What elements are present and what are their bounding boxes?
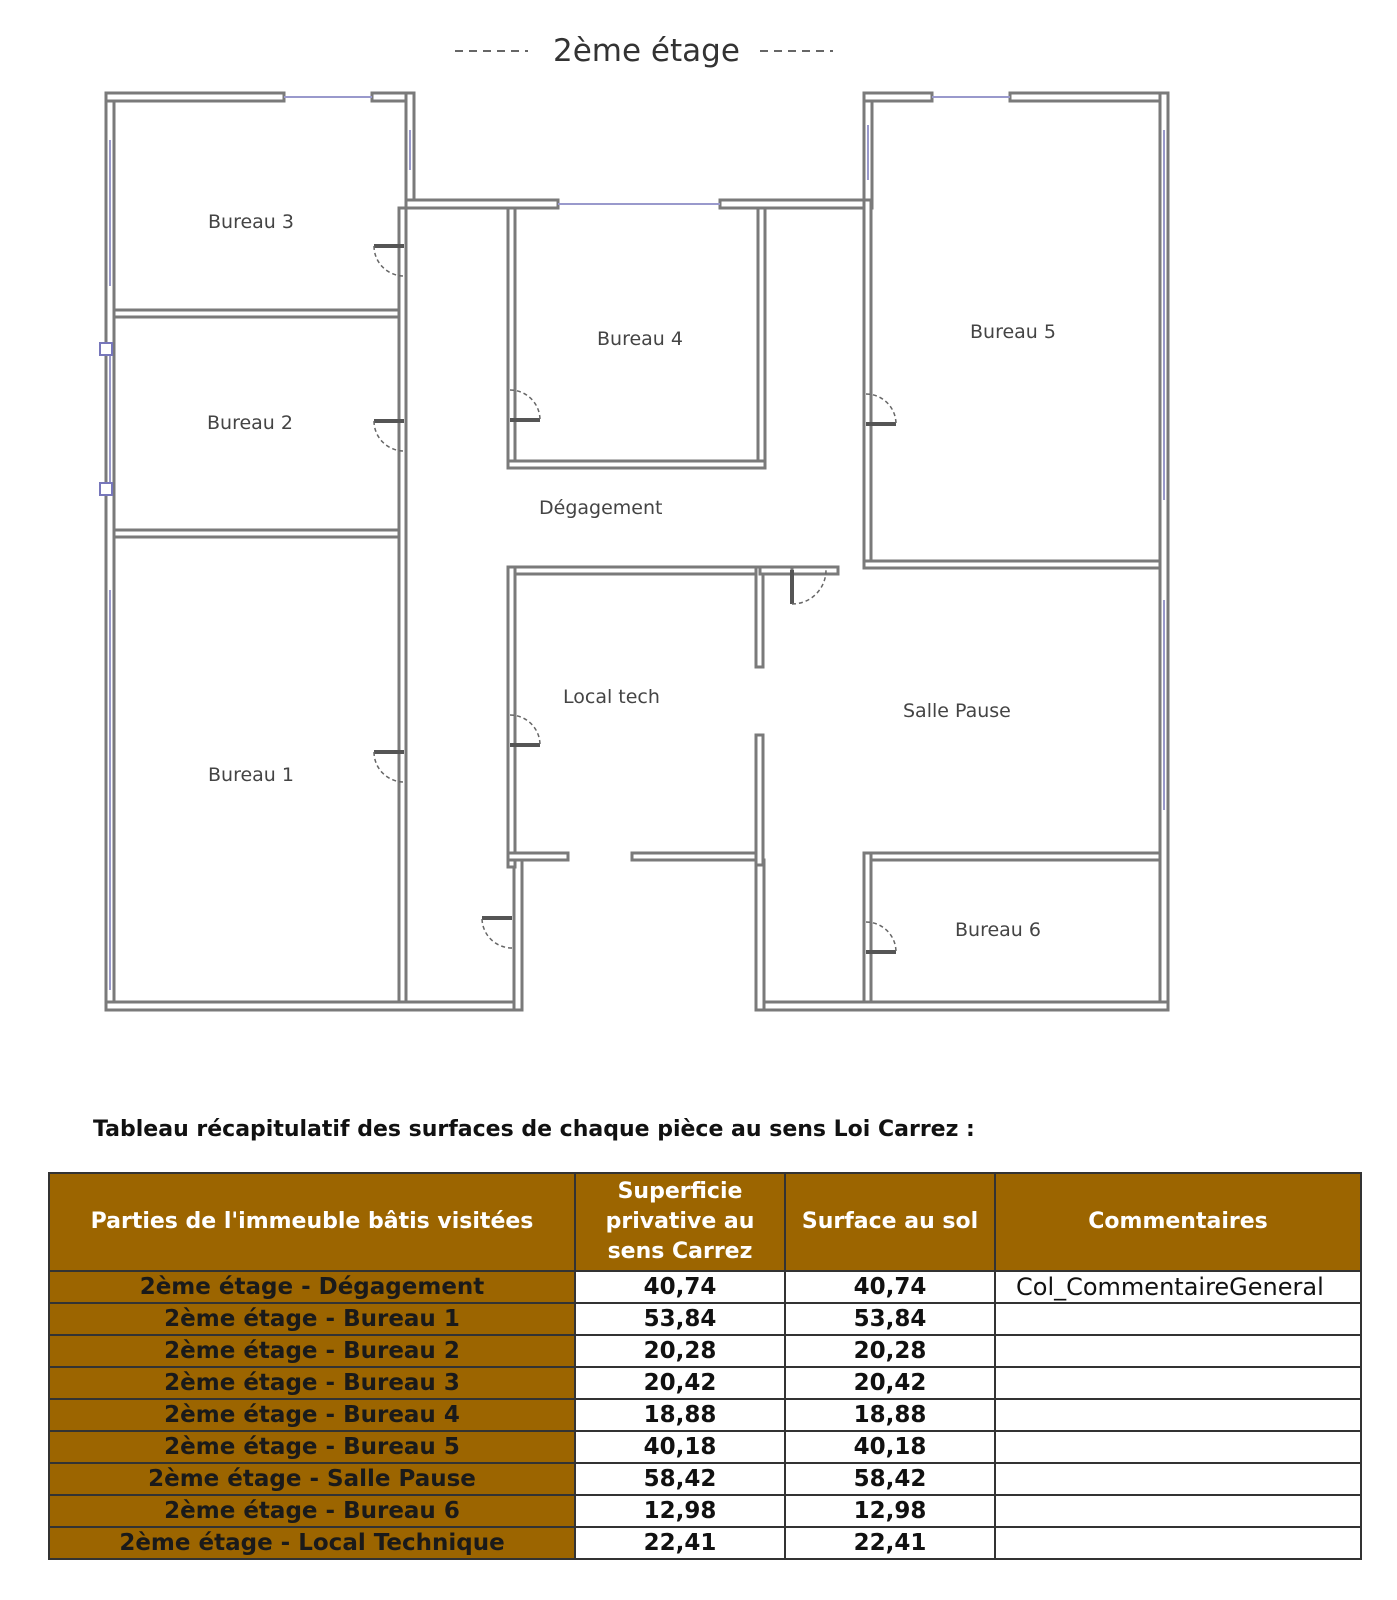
table-row <box>49 1303 1361 1335</box>
cell-comment <box>995 1367 1361 1399</box>
wall-sp-top-a <box>760 567 792 574</box>
wall-left-corridor <box>399 208 406 1002</box>
wall-top-right-b <box>1010 93 1168 101</box>
cell-comment <box>995 1303 1361 1335</box>
table-row <box>49 1335 1361 1367</box>
summary-caption: Tableau récapitulatif des surfaces de chaque pièce au sens Loi Carrez : <box>93 1117 975 1142</box>
window-handle-bottom <box>100 483 112 495</box>
cell-floor: 40,74 <box>785 1271 995 1303</box>
wall-top-left-a <box>106 93 284 101</box>
cell-carrez: 12,98 <box>575 1495 785 1527</box>
cell-comment <box>995 1335 1361 1367</box>
cell-comment <box>995 1495 1361 1527</box>
cell-carrez: 58,42 <box>575 1463 785 1495</box>
wall-lt-bottom-a <box>508 853 568 860</box>
table-row <box>49 1495 1361 1527</box>
wall-b2-b1 <box>114 530 406 537</box>
room-label-bureau-1: Bureau 1 <box>208 764 294 786</box>
table-header-row <box>49 1173 1361 1271</box>
header-comments: Commentaires <box>995 1173 1361 1271</box>
wall-b4-right <box>758 208 765 468</box>
cell-part: 2ème étage - Bureau 5 <box>49 1431 575 1463</box>
room-label-salle-pause: Salle Pause <box>903 700 1011 722</box>
room-label-bureau-2: Bureau 2 <box>207 412 293 434</box>
cell-part: 2ème étage - Bureau 1 <box>49 1303 575 1335</box>
cell-carrez: 40,74 <box>575 1271 785 1303</box>
cell-floor: 20,28 <box>785 1335 995 1367</box>
wall-lt-bottom-b <box>632 853 760 860</box>
room-label-bureau-6: Bureau 6 <box>955 919 1041 941</box>
room-label-bureau-3: Bureau 3 <box>208 211 294 233</box>
wall-notch-left <box>514 860 522 1010</box>
cell-floor: 40,18 <box>785 1431 995 1463</box>
wall-b4-left <box>508 208 515 468</box>
wall-b6-top <box>864 853 1160 860</box>
doors <box>374 246 896 952</box>
cell-carrez: 20,28 <box>575 1335 785 1367</box>
surfaces-table <box>48 1172 1362 1560</box>
cell-comment <box>995 1431 1361 1463</box>
wall-top-mid-a <box>406 200 558 208</box>
table-row <box>49 1271 1361 1303</box>
cell-comment <box>995 1527 1361 1559</box>
table-row <box>49 1367 1361 1399</box>
wall-lt-right-a <box>756 567 763 667</box>
wall-b3-b2 <box>114 310 406 317</box>
cell-part: 2ème étage - Salle Pause <box>49 1463 575 1495</box>
cell-part: 2ème étage - Bureau 4 <box>49 1399 575 1431</box>
floor-title: 2ème étage <box>553 33 740 69</box>
cell-carrez: 18,88 <box>575 1399 785 1431</box>
wall-b5-left <box>864 200 871 568</box>
room-label-degagement: Dégagement <box>539 497 663 519</box>
cell-floor: 58,42 <box>785 1463 995 1495</box>
wall-bottom-right <box>756 1002 1168 1010</box>
room-label-bureau-4: Bureau 4 <box>597 328 683 350</box>
cell-carrez: 53,84 <box>575 1303 785 1335</box>
room-label-local-tech: Local tech <box>563 686 660 708</box>
cell-part: 2ème étage - Local Technique <box>49 1527 575 1559</box>
window-handle-top <box>100 343 112 355</box>
table-row <box>49 1431 1361 1463</box>
header-floor: Surface au sol <box>785 1173 995 1271</box>
door-stair-arc <box>482 918 512 948</box>
cell-floor: 22,41 <box>785 1527 995 1559</box>
table-row <box>49 1399 1361 1431</box>
cell-part: 2ème étage - Bureau 6 <box>49 1495 575 1527</box>
cell-floor: 12,98 <box>785 1495 995 1527</box>
cell-part: 2ème étage - Bureau 3 <box>49 1367 575 1399</box>
table-row <box>49 1527 1361 1559</box>
cell-floor: 20,42 <box>785 1367 995 1399</box>
wall-notch-right <box>756 860 764 1010</box>
cell-comment: Col_CommentaireGeneral <box>995 1271 1361 1303</box>
wall-b6-left <box>864 853 871 1002</box>
cell-floor: 53,84 <box>785 1303 995 1335</box>
header-part: Parties de l'immeuble bâtis visitées <box>49 1173 575 1271</box>
wall-lt-right-b <box>756 735 763 865</box>
wall-top-right-a <box>864 93 932 101</box>
cell-carrez: 22,41 <box>575 1527 785 1559</box>
wall-b5-bottom <box>864 561 1160 568</box>
table-row <box>49 1463 1361 1495</box>
wall-lt-left <box>508 567 515 867</box>
cell-comment <box>995 1399 1361 1431</box>
cell-part: 2ème étage - Bureau 2 <box>49 1335 575 1367</box>
wall-b4-bottom <box>508 461 765 468</box>
wall-bottom-left <box>106 1002 522 1010</box>
header-carrez: Superficie privative au sens Carrez <box>575 1173 785 1271</box>
cell-carrez: 40,18 <box>575 1431 785 1463</box>
cell-floor: 18,88 <box>785 1399 995 1431</box>
cell-comment <box>995 1463 1361 1495</box>
wall-top-mid-b <box>720 200 872 208</box>
room-label-bureau-5: Bureau 5 <box>970 321 1056 343</box>
cell-part: 2ème étage - Dégagement <box>49 1271 575 1303</box>
cell-carrez: 20,42 <box>575 1367 785 1399</box>
